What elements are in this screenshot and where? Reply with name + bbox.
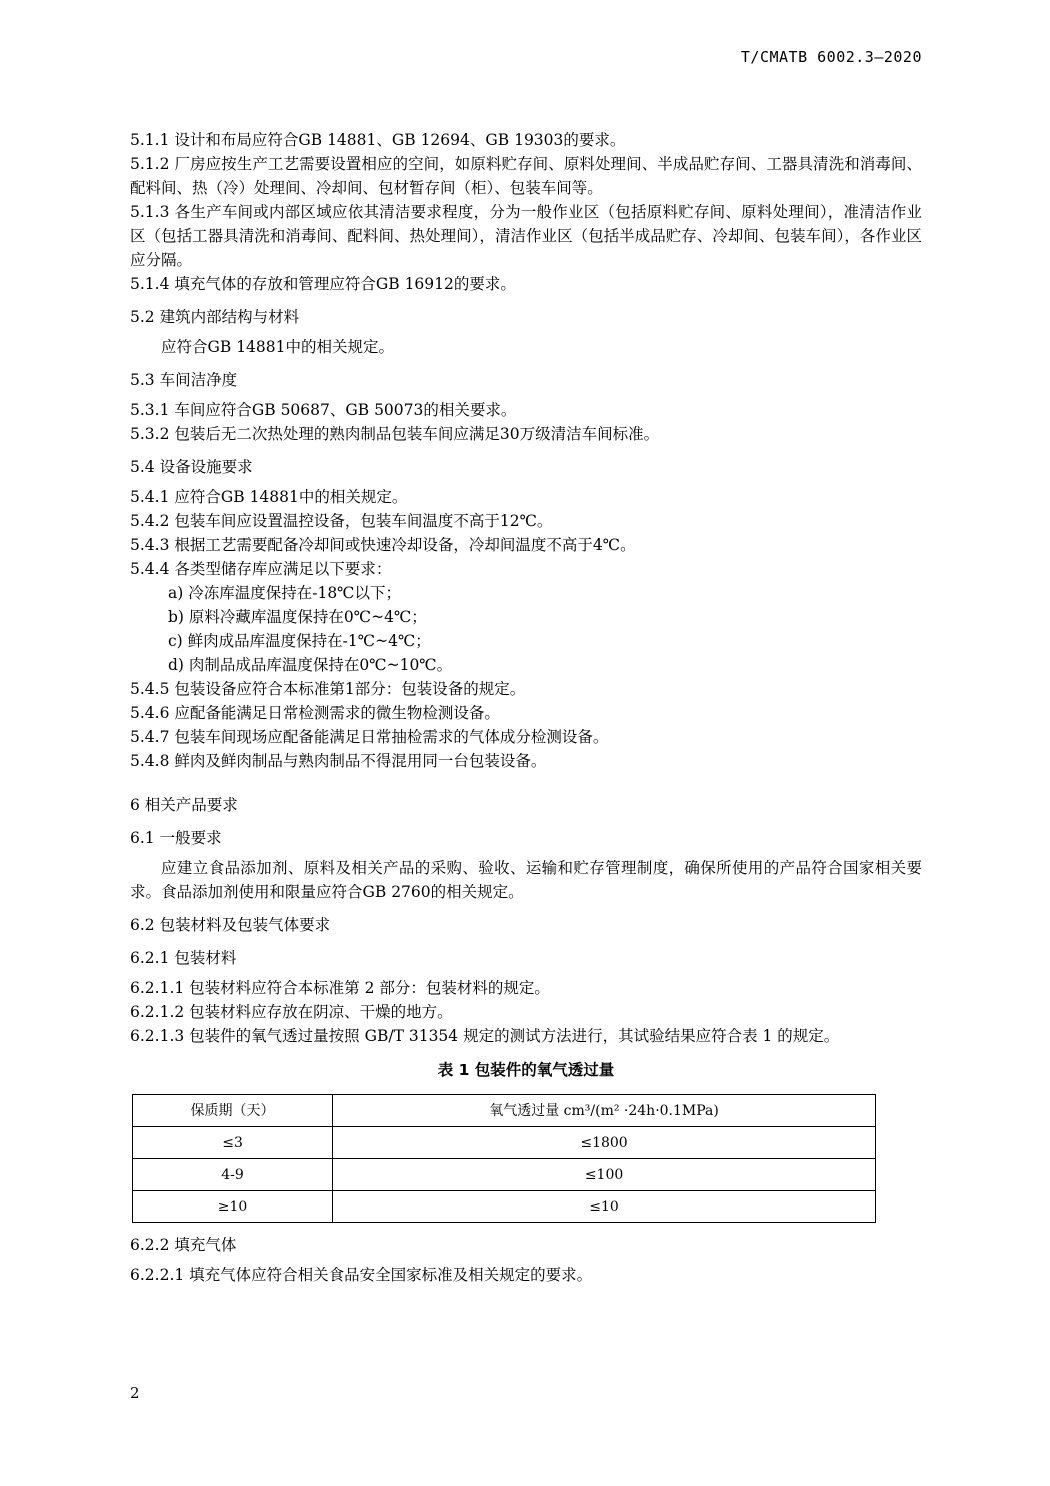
oxygen-transmission-table (132, 1094, 876, 1223)
section-heading: 6.2.1 包装材料 (130, 949, 237, 967)
list-item: d) 肉制品成品库温度保持在0℃~10℃。 (168, 656, 453, 674)
table-row (133, 1191, 876, 1223)
table-caption: 表 1 包装件的氧气透过量 (437, 1061, 615, 1079)
table-cell: ≤1800 (333, 1127, 876, 1159)
section-heading: 5.3 车间洁净度 (130, 371, 238, 389)
paragraph: 5.1.2 厂房应按生产工艺需要设置相应的空间，如原料贮存间、原料处理间、半成品贮存间、工器具清洗和消毒间、配料间、热（冷）处理间、冷却间、包材暂存间（柜）、包装车间等。 (130, 155, 922, 197)
section-heading: 6.2.2 填充气体 (130, 1236, 237, 1254)
table-cell: ≤100 (333, 1159, 876, 1191)
paragraph: 5.4.3 根据工艺需要配备冷却间或快速冷却设备，冷却间温度不高于4℃。 (130, 536, 636, 554)
table-cell: ≤3 (133, 1127, 333, 1159)
paragraph: 5.4.4 各类型储存库应满足以下要求： (130, 560, 392, 578)
section-heading: 6.1 一般要求 (130, 829, 222, 847)
paragraph: 5.4.6 应配备能满足日常检测需求的微生物检测设备。 (130, 704, 500, 722)
indented-paragraph: 应符合GB 14881中的相关规定。 (161, 338, 395, 356)
paragraph: 5.1.1 设计和布局应符合GB 14881、GB 12694、GB 19303的要求。 (130, 131, 626, 149)
table-cell: ≥10 (133, 1191, 333, 1223)
section-heading: 5.4 设备设施要求 (130, 458, 253, 476)
list-item: c) 鲜肉成品库温度保持在-1℃~4℃； (168, 632, 431, 650)
paragraph: 5.4.2 包装车间应设置温控设备，包装车间温度不高于12℃。 (130, 512, 553, 530)
content-blocks (130, 128, 922, 1048)
paragraph: 5.4.1 应符合GB 14881中的相关规定。 (130, 488, 408, 506)
paragraph: 5.1.3 各生产车间或内部区域应依其清洁要求程度，分为一般作业区（包括原料贮存间、原料处理间），准清洁作业区（包括工器具清洗和消毒间、配料间、热处理间），清洁作业区（包括半成品贮存、冷却间、包装车间），各作业区应分隔。 (130, 203, 922, 269)
table-header-row (133, 1095, 876, 1127)
after-table-blocks (130, 1233, 922, 1287)
list-item: a) 冷冻库温度保持在-18℃以下； (168, 584, 402, 602)
paragraph: 6.2.1.2 包装材料应存放在阴凉、干燥的地方。 (130, 1003, 453, 1021)
section-heading: 6.2 包装材料及包装气体要求 (130, 916, 331, 934)
body-text (130, 128, 922, 1287)
paragraph: 6.2.1.1 包装材料应符合本标准第 2 部分：包装材料的规定。 (130, 979, 550, 997)
standard-code: T/CMATB 6002.3—2020 (740, 48, 922, 66)
paragraph: 5.3.1 车间应符合GB 50687、GB 50073的相关要求。 (130, 401, 517, 419)
page-number: 2 (130, 1384, 140, 1402)
paragraph: 6.2.1.3 包装件的氧气透过量按照 GB/T 31354 规定的测试方法进行，其试验结果应符合表 1 的规定。 (130, 1027, 840, 1045)
paragraph: 6.2.2.1 填充气体应符合相关食品安全国家标准及相关规定的要求。 (130, 1266, 593, 1284)
table-cell: 4-9 (133, 1159, 333, 1191)
section-heading: 5.2 建筑内部结构与材料 (130, 308, 300, 326)
paragraph: 5.4.7 包装车间现场应配备能满足日常抽检需求的气体成分检测设备。 (130, 728, 609, 746)
chapter-heading: 6 相关产品要求 (130, 796, 238, 814)
table-row (133, 1127, 876, 1159)
paragraph: 5.3.2 包装后无二次热处理的熟肉制品包装车间应满足30万级清洁车间标准。 (130, 425, 660, 443)
paragraph: 5.4.5 包装设备应符合本标准第1部分：包装设备的规定。 (130, 680, 526, 698)
paragraph: 5.1.4 填充气体的存放和管理应符合GB 16912的要求。 (130, 275, 516, 293)
table-header-cell: 氧气透过量 cm³/(m² ·24h·0.1MPa) (333, 1095, 876, 1127)
table-cell: ≤10 (333, 1191, 876, 1223)
indented-paragraph: 应建立食品添加剂、原料及相关产品的采购、验收、运输和贮存管理制度，确保所使用的产品符合国家相关要求。食品添加剂使用和限量应符合GB 2760的相关规定。 (130, 859, 922, 901)
paragraph: 5.4.8 鲜肉及鲜肉制品与熟肉制品不得混用同一台包装设备。 (130, 752, 547, 770)
list-item: b) 原料冷藏库温度保持在0℃~4℃； (168, 608, 427, 626)
table-header-cell: 保质期（天） (133, 1095, 333, 1127)
table-row (133, 1159, 876, 1191)
